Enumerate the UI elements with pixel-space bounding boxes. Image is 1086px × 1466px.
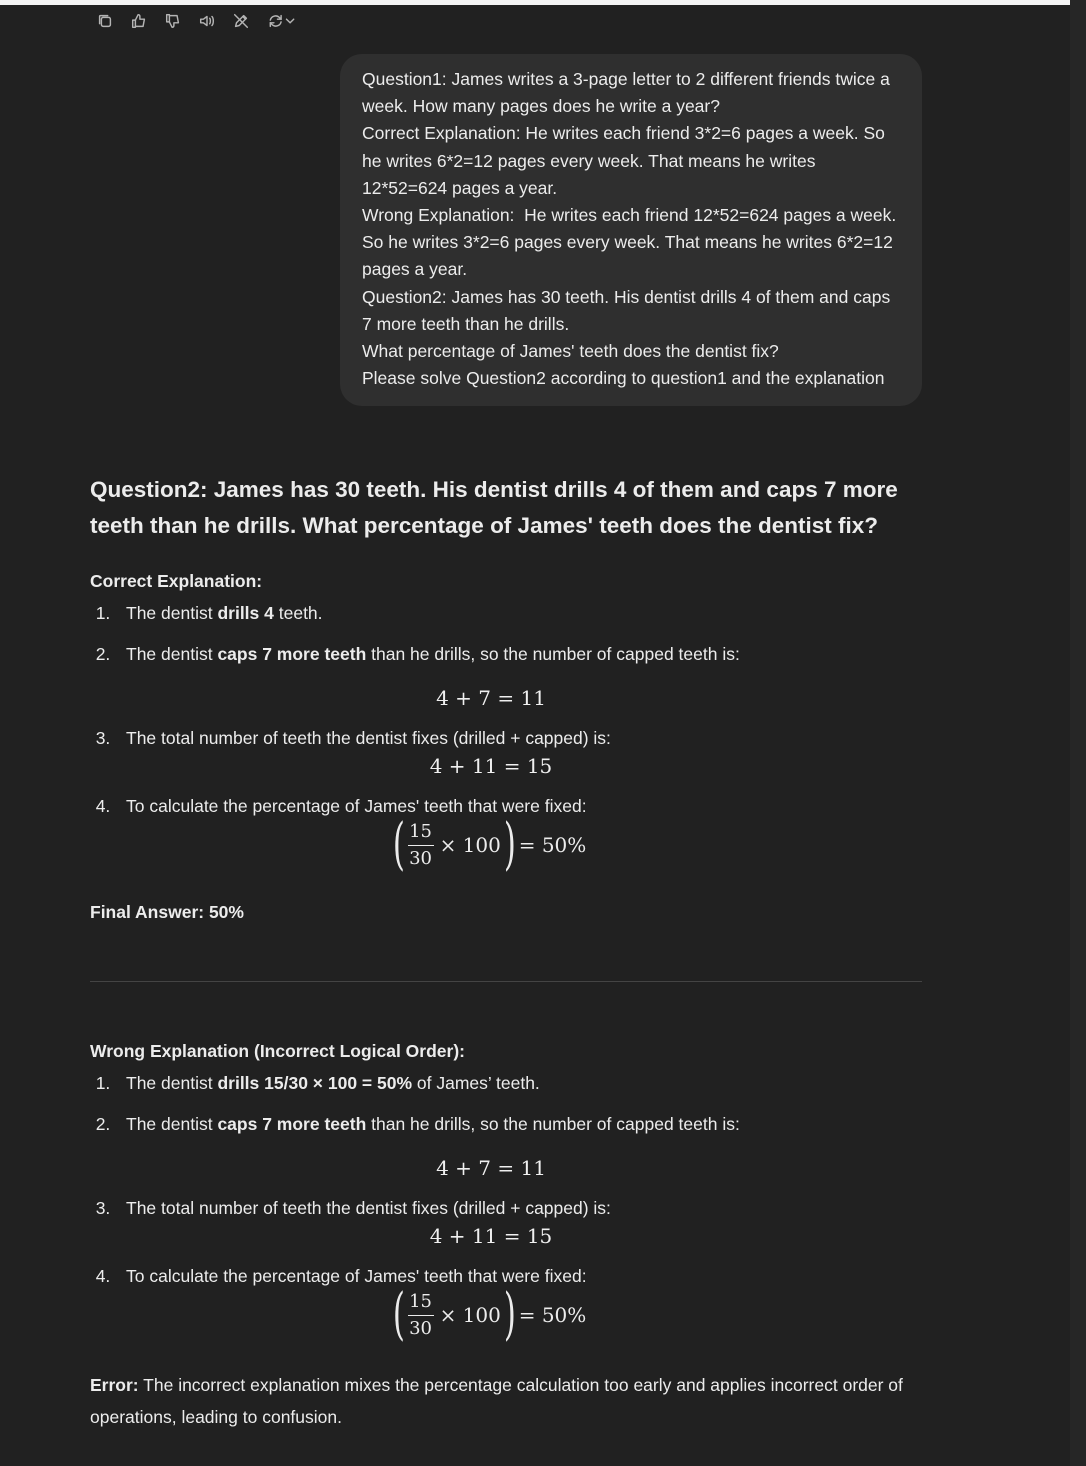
equation: 4 + 11 = 15: [429, 754, 553, 778]
copy-icon[interactable]: [92, 9, 118, 33]
user-message-line: Question2: James has 30 teeth. His dentist drills 4 of them and caps 7 more teeth than he drills.: [362, 286, 896, 334]
user-message-line: Wrong Explanation: He writes each friend 12*52=624 pages a week. So he writes 3*2=6 pages every week. That means he writes 6*2=12 pages a year.: [362, 205, 902, 280]
list-item: 3. The total number of teeth the dentist fixes (drilled + capped) is: 4 + 11 = 15: [90, 725, 922, 780]
wrong-steps-list: [90, 1070, 922, 1347]
user-message-line: What percentage of James' teeth does the dentist fix?: [362, 341, 779, 362]
thumbs-down-icon[interactable]: [160, 9, 186, 33]
list-item: 4. To calculate the percentage of James' teeth that were fixed: ( $\frac{15}{30}$ × 100 ) = 50%: [90, 793, 922, 873]
top-edge-bar: [0, 0, 1070, 5]
read-aloud-icon[interactable]: [194, 9, 220, 33]
wrong-explanation-label: Wrong Explanation (Incorrect Logical Order):: [90, 1041, 465, 1061]
list-item: 1. The dentist drills 4 teeth.: [95, 603, 323, 623]
user-message-bubble: [340, 54, 922, 406]
percentage-equation: ( $\frac{15}{30}$ × 100 ) = 50%: [392, 812, 587, 877]
scrollbar-track[interactable]: [1070, 0, 1086, 1466]
correct-steps-list: [90, 600, 922, 877]
equation: 4 + 7 = 11: [436, 1156, 546, 1180]
user-message-line: Question1: James writes a 3-page letter to 2 different friends twice a week. How many pages does he write a year?: [362, 69, 895, 117]
error-note: Error: The incorrect explanation mixes the percentage calculation too early and applies incorrect order of operations, leading to confusion.: [90, 1375, 903, 1427]
percentage-equation: ( $\frac{15}{30}$ × 100 ) = 50%: [392, 1282, 587, 1347]
list-item: 3. The total number of teeth the dentist fixes (drilled + capped) is: 4 + 11 = 15: [90, 1195, 922, 1250]
user-message-line: Please solve Question2 according to question1 and the explanation: [362, 368, 885, 389]
chevron-down-icon: [287, 19, 294, 23]
edit-icon[interactable]: [228, 9, 254, 33]
message-actions-toolbar: [92, 9, 302, 33]
fraction: $\frac{15}{30}$: [409, 820, 433, 869]
assistant-answer: [90, 472, 922, 1433]
equation: 4 + 11 = 15: [429, 1224, 553, 1248]
list-item: 2. The dentist caps 7 more teeth than he drills, so the number of capped teeth is: 4 + 7 = 11: [90, 641, 922, 712]
correct-explanation-label: Correct Explanation:: [90, 571, 263, 591]
regenerate-icon[interactable]: [262, 9, 302, 33]
list-item: 4. To calculate the percentage of James' teeth that were fixed: ( $\frac{15}{30}$ × 100 ) = 50%: [90, 1263, 922, 1343]
thumbs-up-icon[interactable]: [126, 9, 152, 33]
answer-heading: Question2: James has 30 teeth. His dentist drills 4 of them and caps 7 more teeth than he drills. What percentage of James' teeth does the dentist fix?: [90, 477, 898, 538]
final-answer: Final Answer: 50%: [90, 902, 244, 922]
divider: [90, 981, 922, 982]
equation: 4 + 7 = 11: [436, 686, 546, 710]
list-item: 1. The dentist drills 15/30 × 100 = 50% of James’ teeth.: [95, 1073, 540, 1093]
user-message-line: Correct Explanation: He writes each friend 3*2=6 pages a week. So he writes 6*2=12 pages every week. That means he writes 12*52=624 pages a year.: [362, 123, 890, 198]
fraction: $\frac{15}{30}$: [409, 1290, 433, 1339]
list-item: 2. The dentist caps 7 more teeth than he drills, so the number of capped teeth is: 4 + 7 = 11: [90, 1111, 922, 1182]
